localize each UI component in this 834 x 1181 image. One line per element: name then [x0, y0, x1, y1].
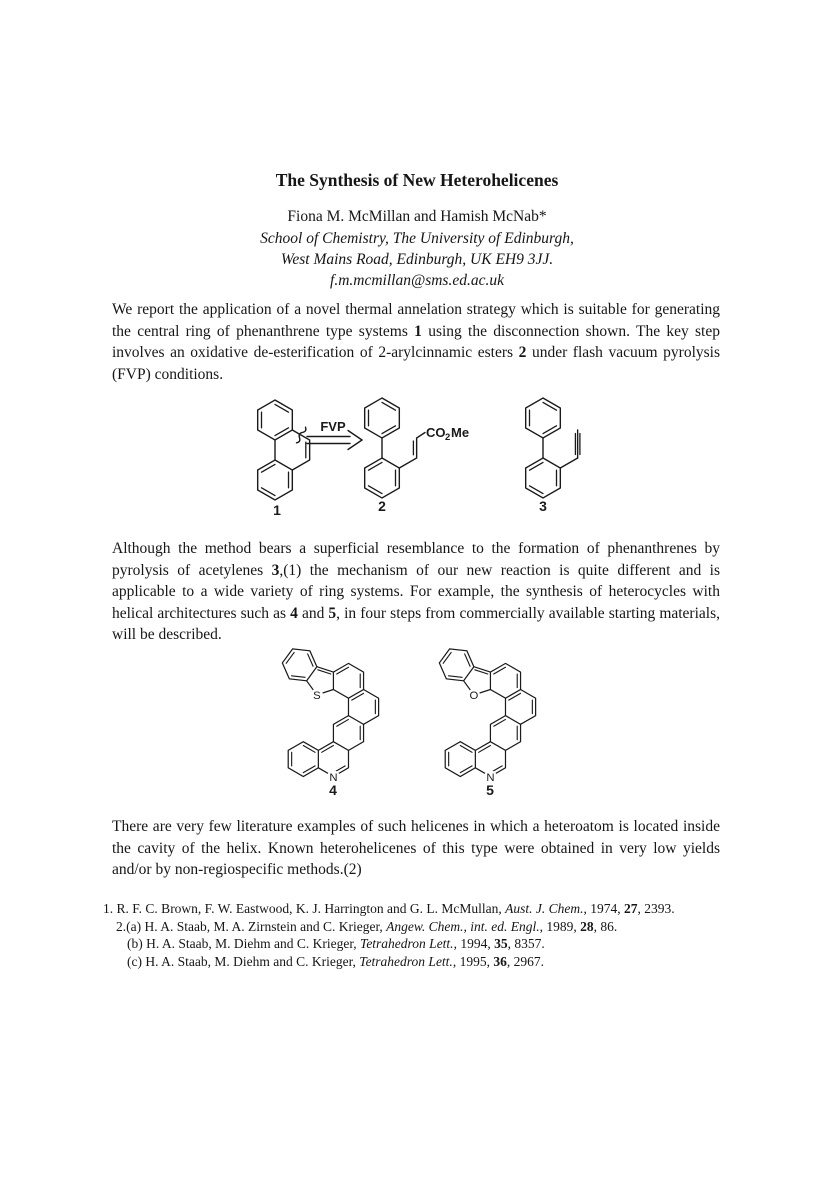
- email-line: f.m.mcmillan@sms.ed.ac.uk: [330, 272, 504, 289]
- structure-2-cinnamic-ester: [340, 390, 480, 522]
- nitrogen-atom-label: N: [329, 771, 338, 784]
- structure-5-label: 5: [486, 782, 494, 798]
- reference-1: 1. R. F. C. Brown, F. W. Eastwood, K. J. Harrington and G. L. McMullan, Aust. J. Chem., 1974, 27, 2393.: [103, 901, 675, 916]
- structure-3-label: 3: [539, 498, 547, 514]
- reference-2a: 2.(a) H. A. Staab, M. A. Zirnstein and C. Krieger, Angew. Chem., int. ed. Engl., 1989, 28, 86.: [116, 918, 618, 934]
- references-block: [103, 900, 733, 970]
- body-paragraph-3: There are very few literature examples of such helicenes in which a heteroatom is located inside the cavity of the helix. Known heterohelicenes of this type were obtained in very low yields and/or by non-regiospecific methods.(2): [112, 818, 720, 878]
- abstract-paragraph-1: We report the application of a novel thermal annelation strategy which is suitable for generating the central ring of phenanthrene type systems 1 using the disconnection shown. The key step involves an oxidative de-esterification of 2-arylcinnamic esters 2 under flash vacuum pyrolysis (FVP) conditions.: [112, 301, 720, 383]
- affiliation-line-1: School of Chemistry, The University of Edinburgh,: [260, 230, 574, 247]
- nitrogen-atom-label: N: [486, 771, 495, 784]
- structure-1-label: 1: [273, 502, 281, 518]
- ester-group-sub2: 2: [445, 432, 451, 443]
- reference-2b: (b) H. A. Staab, M. Diehm and C. Krieger, Tetrahedron Lett., 1994, 35, 8357.: [127, 936, 545, 951]
- fvp-label: FVP: [320, 419, 346, 434]
- authors-line: Fiona M. McMillan and Hamish McNab*: [287, 208, 547, 225]
- structure-3-ethynylbiphenyl: [495, 390, 605, 522]
- reference-2c: (c) H. A. Staab, M. Diehm and C. Krieger, Tetrahedron Lett., 1995, 36, 2967.: [127, 953, 544, 969]
- oxygen-atom-label: O: [469, 690, 479, 703]
- structure-4-label: 4: [329, 782, 337, 798]
- affiliation-line-2: West Mains Road, Edinburgh, UK EH9 3JJ.: [280, 251, 554, 268]
- ester-group-co: CO: [426, 425, 446, 440]
- structure-1-phenanthrene: [237, 394, 337, 520]
- body-paragraph-2: Although the method bears a superficial resemblance to the formation of phenanthrenes by pyrolysis of acetylenes 3,(1) the mechanism of our new reaction is quite different and is applicable to a wide variety of ring systems. For example, the synthesis of heterocycles with helical architectures such as 4 and 5, in four steps from commercially available starting materials, will be described.: [112, 540, 720, 643]
- structure-5-oxa-helicene: [433, 646, 561, 801]
- structure-2-label: 2: [378, 498, 386, 514]
- paper-title: The Synthesis of New Heterohelicenes: [275, 170, 559, 190]
- sulfur-atom-label: S: [313, 690, 321, 703]
- structure-4-thia-helicene: [276, 646, 404, 801]
- ester-group-me: Me: [451, 425, 470, 440]
